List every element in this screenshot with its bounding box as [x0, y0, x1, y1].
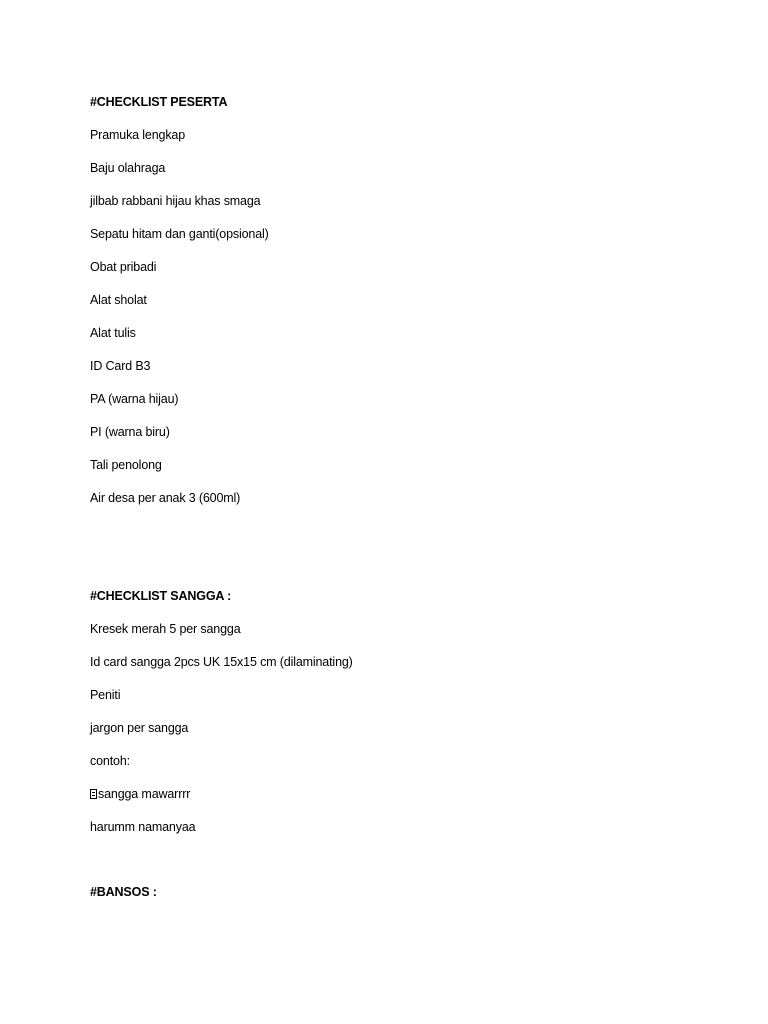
heading-checklist-sangga: #CHECKLIST SANGGA : [90, 589, 232, 603]
list-item: contoh: [90, 754, 130, 768]
list-item: Id card sangga 2pcs UK 15x15 cm (dilaminating) [90, 655, 353, 669]
list-item: jilbab rabbani hijau khas smaga [90, 194, 261, 208]
list-item-text: sangga mawarrrr [98, 787, 191, 801]
list-item: jargon per sangga [90, 721, 189, 735]
list-item: Sepatu hitam dan ganti(opsional) [90, 227, 269, 241]
list-item: Alat tulis [90, 326, 136, 340]
heading-bansos: #BANSOS : [90, 885, 157, 899]
list-item: PA (warna hijau) [90, 392, 179, 406]
list-item: ID Card B3 [90, 359, 151, 373]
list-item: PI (warna biru) [90, 425, 170, 439]
list-item: Air desa per anak 3 (600ml) [90, 491, 241, 505]
list-item: Pramuka lengkap [90, 128, 186, 142]
list-item: Alat sholat [90, 293, 147, 307]
list-item: Tali penolong [90, 458, 162, 472]
list-item: Obat pribadi [90, 260, 157, 274]
missing-glyph-icon [90, 789, 97, 799]
list-item: Peniti [90, 688, 121, 702]
list-item: Kresek merah 5 per sangga [90, 622, 241, 636]
heading-checklist-peserta: #CHECKLIST PESERTA [90, 95, 228, 109]
list-item: Baju olahraga [90, 161, 166, 175]
list-item [90, 787, 190, 801]
list-item: harumm namanyaa [90, 820, 196, 834]
